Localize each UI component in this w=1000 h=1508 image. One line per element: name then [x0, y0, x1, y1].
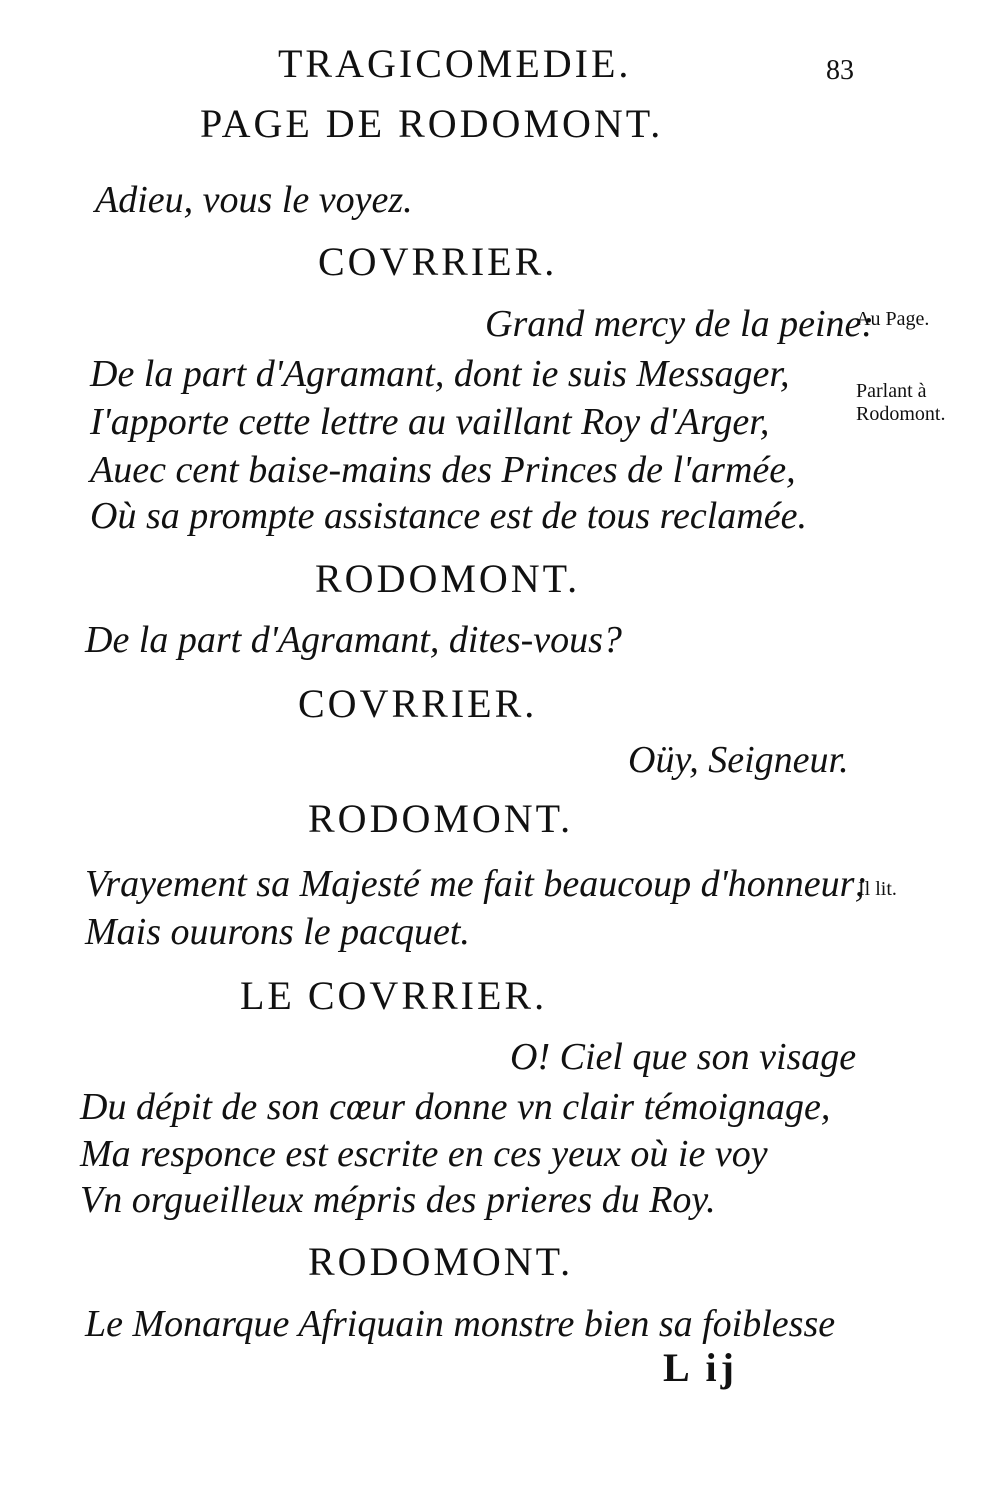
verse-line-9: Vrayement sa Majesté me fait beaucoup d'honneur;	[85, 863, 868, 905]
verse-line-10: Mais ouurons le pacquet.	[85, 911, 470, 953]
verse-line-15: Le Monarque Afriquain monstre bien sa foiblesse	[85, 1303, 836, 1345]
verse-line-1: Adieu, vous le voyez.	[95, 179, 413, 221]
verse-line-5: Auec cent baise-mains des Princes de l'armée,	[90, 449, 796, 491]
marginal-note-parlant-a-rodomont: Parlant à Rodomont.	[856, 380, 946, 425]
verse-line-13: Ma responce est escrite en ces yeux où ie voy	[80, 1133, 768, 1175]
marginal-note-au-page: Au Page.	[856, 308, 930, 330]
verse-line-8: Oüy, Seigneur.	[628, 739, 849, 781]
verse-line-14: Vn orgueilleux mépris des prieres du Roy.	[80, 1179, 716, 1221]
verse-line-4: I'apporte cette lettre au vaillant Roy d'Arger,	[90, 401, 770, 443]
page-number: 83	[826, 55, 854, 86]
verse-line-7: De la part d'Agramant, dites-vous?	[85, 619, 622, 661]
speaker-rodomont-1: RODOMONT.	[315, 556, 581, 601]
verse-line-6: Où sa prompte assistance est de tous reclamée.	[90, 495, 807, 537]
verse-line-11: O! Ciel que son visage	[510, 1036, 857, 1078]
verse-line-12: Du dépit de son cœur donne vn clair témoignage,	[80, 1086, 831, 1128]
speaker-le-courrier: LE COVRRIER.	[240, 973, 548, 1018]
speaker-rodomont-2: RODOMONT.	[308, 796, 574, 841]
signature-mark: L ij	[663, 1345, 738, 1390]
verse-line-3: De la part d'Agramant, dont ie suis Messager,	[90, 353, 790, 395]
speaker-page-de-rodomont: PAGE DE RODOMONT.	[200, 101, 664, 146]
verse-line-2: Grand mercy de la peine:	[485, 303, 875, 345]
marginal-note-il-lit: Il lit.	[858, 878, 897, 900]
speaker-courrier-2: COVRRIER.	[298, 681, 538, 726]
speaker-courrier-1: COVRRIER.	[318, 239, 558, 284]
running-title: TRAGICOMEDIE.	[278, 41, 632, 86]
speaker-rodomont-3: RODOMONT.	[308, 1239, 574, 1284]
